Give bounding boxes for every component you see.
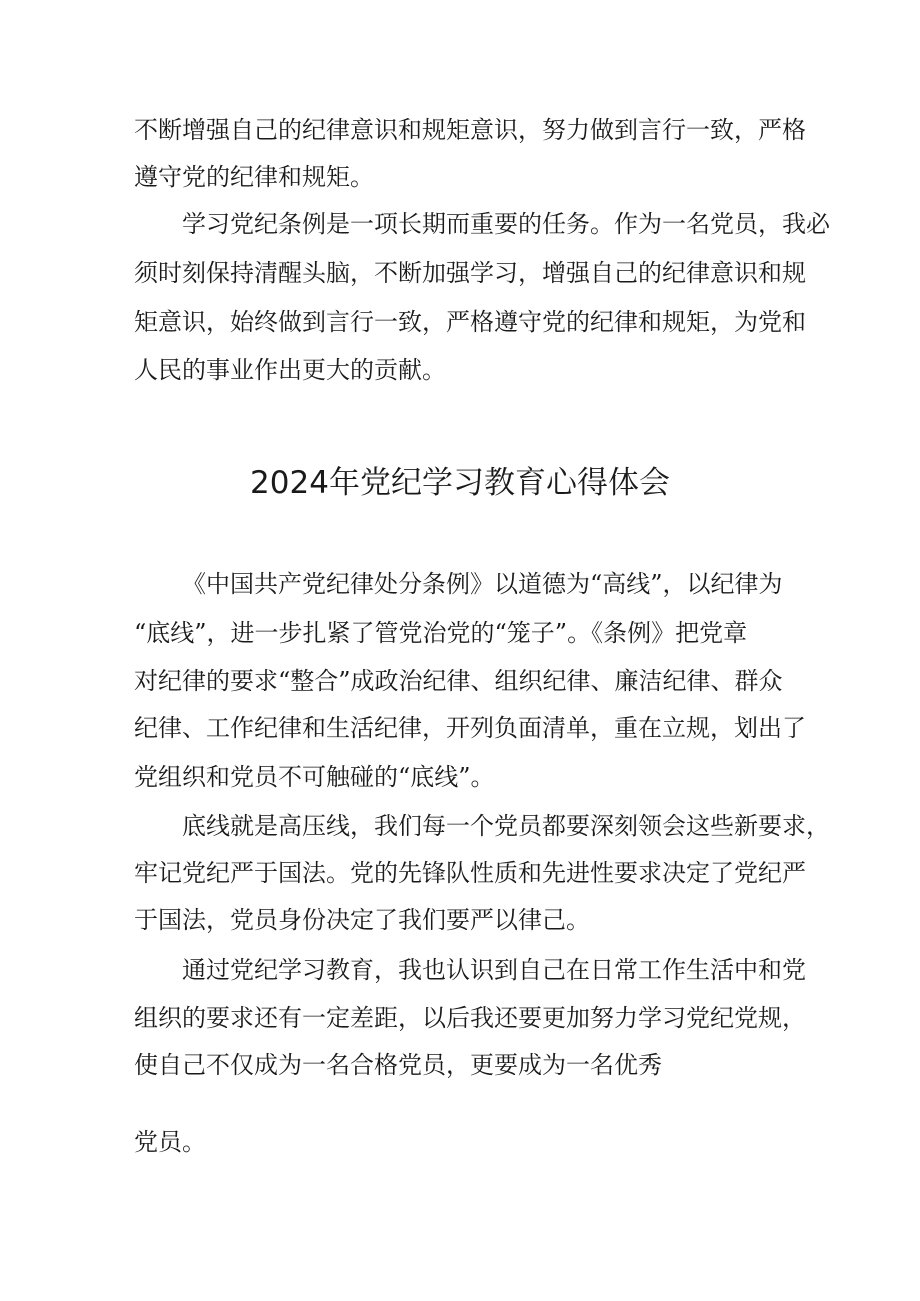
para3-line-1: 通过党纪学习教育，我也认识到自己在日常工作生活中和党 xyxy=(182,956,806,984)
para1-line-5: 党组织和党员不可触碰的“底线”。 xyxy=(134,763,495,791)
para1-line-3: 对纪律的要求“整合”成政治纪律、组织纪律、廉洁纪律、群众 xyxy=(134,667,783,695)
document-title: 2024年党纪学习教育心得体会 xyxy=(250,465,670,501)
block2-line-4: 人民的事业作出更大的贡献。 xyxy=(134,356,446,384)
para3-line-2: 组织的要求还有一定差距，以后我还要更加努力学习党纪党规， xyxy=(134,1004,806,1032)
para2-line-1: 底线就是高压线，我们每一个党员都要深刻领会这些新要求， xyxy=(182,812,830,840)
para1-line-2: “底线”，进一步扎紧了管党治党的“笼子”。《条例》把党章 xyxy=(134,619,748,647)
block2-line-1: 学习党纪条例是一项长期而重要的任务。作为一名党员，我必 xyxy=(182,210,830,238)
para1-line-4: 纪律、工作纪律和生活纪律，开列负面清单，重在立规，划出了 xyxy=(134,714,806,742)
block1-line-1: 不断增强自己的纪律意识和规矩意识，努力做到言行一致，严格 xyxy=(134,116,806,144)
block2-line-3: 矩意识，始终做到言行一致，严格遵守党的纪律和规矩，为党和 xyxy=(134,308,806,336)
para3-line-3: 使自己不仅成为一名合格党员，更要成为一名优秀 xyxy=(134,1051,662,1079)
tail-line: 党员。 xyxy=(134,1128,206,1156)
para2-line-3: 于国法，党员身份决定了我们要严以律己。 xyxy=(134,906,590,934)
block1-line-2: 遵守党的纪律和规矩。 xyxy=(134,163,374,191)
para2-line-2: 牢记党纪严于国法。党的先锋队性质和先进性要求决定了党纪严 xyxy=(134,859,806,887)
para1-line-1: 《中国共产党纪律处分条例》以道德为“高线”，以纪律为 xyxy=(182,570,783,598)
block2-line-2: 须时刻保持清醒头脑，不断加强学习，增强自己的纪律意识和规 xyxy=(134,259,806,287)
